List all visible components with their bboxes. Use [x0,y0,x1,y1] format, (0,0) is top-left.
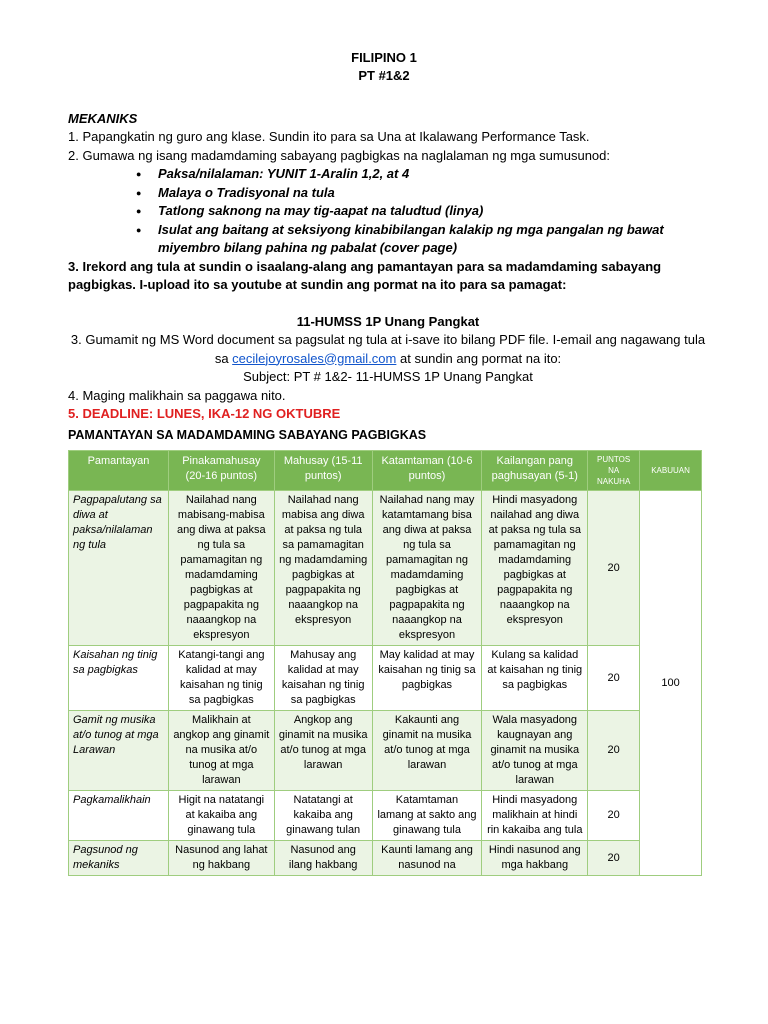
level-cell: Malikhain at angkop ang ginamit na musika at/o tunog at mga larawan [168,711,274,791]
format-title: 11-HUMSS 1P Unang Pangkat [296,313,480,329]
points-cell: 20 [588,491,640,646]
level-cell: Nailahad nang mabisang-mabisa ang diwa at paksa ng tula sa pamamagitan ng madamdaming pagbigkas at pagpapakita ng naaangkop na ekspresyon [168,491,274,646]
level-cell: Kulang sa kalidad at kaisahan ng tinig sa pagbigkas [482,646,588,711]
mekaniks-item-3b [68,331,708,368]
bullet-item: ● Malaya o Tradisyonal na tula [158,184,708,203]
rubric-title: PAMANTAYAN SA MADAMDAMING SABAYANG PAGBIGKAS [68,428,427,442]
level-cell: Nailahad nang mabisa ang diwa at paksa ng tula sa pamamagitan ng madamdaming pagbigkas at pagpapakita ng naaangkop na ekspresyon [274,491,372,646]
bullet-item: ● Tatlong saknong na may tig-aapat na taludtud (linya) [158,202,708,221]
level-cell: Hindi masyadong nailahad ang diwa at paksa ng tula sa pamamagitan ng madamdaming pagbigkas at pagpapakita ng naaangkop na ekspresyon [482,491,588,646]
criterion-cell: Pagkamalikhain [69,791,169,841]
header-puntos: PUNTOS NA NAKUHA [588,451,640,491]
level-cell: Hindi nasunod ang mga hakbang [482,841,588,876]
level-cell: Angkop ang ginamit na musika at/o tunog at mga larawan [274,711,372,791]
points-cell: 20 [588,841,640,876]
level-cell: Higit na natatangi at kakaiba ang ginawang tula [168,791,274,841]
header-pinakamahusay: Pinakamahusay (20-16 puntos) [168,451,274,491]
level-cell: Kakaunti ang ginamit na musika at/o tunog at mga larawan [372,711,482,791]
points-cell: 20 [588,791,640,841]
header-kailangan: Kailangan pang paghusayan (5-1) [482,451,588,491]
level-cell: Natatangi at kakaiba ang ginawang tulan [274,791,372,841]
level-cell: Hindi masyadong malikhain at hindi rin kakaiba ang tula [482,791,588,841]
level-cell: May kalidad at may kaisahan ng tinig sa pagbigkas [372,646,482,711]
doc-subtitle: PT #1&2 [358,68,410,83]
level-cell: Nailahad nang may katamtamang bisa ang diwa at paksa ng tula sa pamamagitan ng madamdaming pagbigkas at pagpapakita ng naaangkop na ekspresyon [372,491,482,646]
criterion-cell: Pagsunod ng mekaniks [69,841,169,876]
table-row [69,646,702,711]
mekaniks-heading: MEKANIKS [68,111,138,126]
total-cell: 100 [640,491,702,876]
email-subject-format: Subject: PT # 1&2- 11-HUMSS 1P Unang Pangkat [243,369,533,384]
table-row [69,711,702,791]
mekaniks-body [68,128,708,424]
rubric-table [68,450,702,876]
points-cell: 20 [588,646,640,711]
deadline: 5. DEADLINE: LUNES, IKA-12 NG OKTUBRE [68,406,341,421]
header-kabuuan: KABUUAN [640,451,702,491]
header-pamantayan: Pamantayan [69,451,169,491]
header-mahusay: Mahusay (15-11 puntos) [274,451,372,491]
table-row [69,791,702,841]
criterion-cell: Kaisahan ng tinig sa pagbigkas [69,646,169,711]
points-cell: 20 [588,711,640,791]
bullet-item: ● Paksa/nilalaman: YUNIT 1-Aralin 1,2, at 4 [158,165,708,184]
mekaniks-item-4: 4. Maging malikhain sa paggawa nito. [68,387,286,403]
level-cell: Nasunod ang ilang hakbang [274,841,372,876]
mekaniks-item-1: 1. Papangkatin ng guro ang klase. Sundin ito para sa Una at Ikalawang Performance Task. [68,129,590,144]
rubric-header-row [69,451,702,491]
mekaniks-bullet-list [68,165,708,258]
doc-title: FILIPINO 1 [351,50,417,65]
spacer [68,295,708,313]
level-cell: Kaunti lamang ang nasunod na [372,841,482,876]
email-link[interactable]: cecilejoyrosales@gmail.com [232,350,397,366]
bullet-item: ● Isulat ang baitang at seksiyong kinabibilangan kalakip ng mga pangalan ng bawat miyembro bilang pahina ng pabalat (cover page) [158,221,708,258]
level-cell: Wala masyadong kaugnayan ang ginamit na musika at/o tunog at mga larawan [482,711,588,791]
level-cell: Mahusay ang kalidad at may kaisahan ng tinig sa pagbigkas [274,646,372,711]
table-row [69,491,702,646]
item-3b-prefix: 3. Gumamit ng MS Word document sa pagsulat ng tula at i-save ito bilang PDF file. I-email ang nagawang tula sa [70,332,706,366]
level-cell: Katangi-tangi ang kalidad at may kaisahan ng tinig sa pagbigkas [168,646,274,711]
header-katamtaman: Katamtaman (10-6 puntos) [372,451,482,491]
level-cell: Katamtaman lamang at sakto ang ginawang tula [372,791,482,841]
level-cell: Nasunod ang lahat ng hakbang [168,841,274,876]
mekaniks-item-3a: 3. Irekord ang tula at sundin o isaalang-alang ang pamantayan para sa madamdaming sabayang pagbigkas. I-upload ito sa youtube at sundin ang pormat na ito para sa pamagat: [68,258,662,292]
mekaniks-item-2: 2. Gumawa ng isang madamdaming sabayang pagbigkas na naglalaman ng mga sumusunod: [68,147,611,163]
table-row [69,841,702,876]
criterion-cell: Pagpapalutang sa diwa at paksa/nilalaman ng tula [69,491,169,646]
criterion-cell: Gamit ng musika at/o tunog at mga Larawan [69,711,169,791]
item-3b-suffix: at sundin ang pormat na ito: [400,350,562,366]
